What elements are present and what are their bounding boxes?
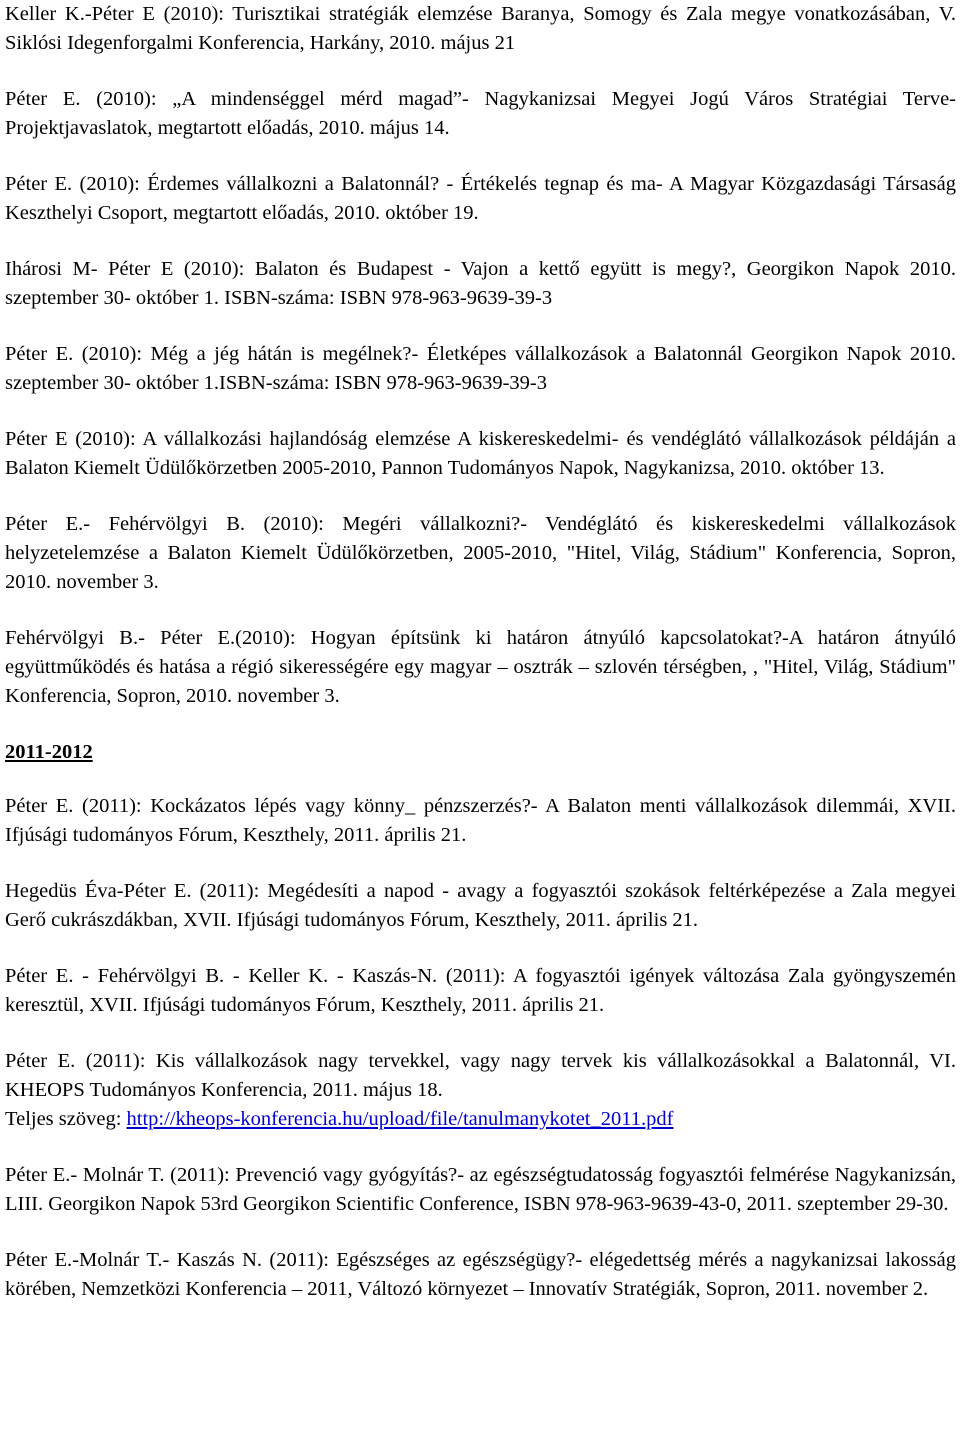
fulltext-line [5, 1105, 956, 1134]
fulltext-link[interactable]: http://kheops-konferencia.hu/upload/file/tanulmanykotet_2011.pdf [126, 1108, 674, 1130]
reference-entry: Keller K.-Péter E (2010): Turisztikai stratégiák elemzése Baranya, Somogy és Zala megye vonatkozásában, V. Siklósi Idegenforgalmi Konferencia, Harkány, 2010. május 21 [5, 3, 956, 54]
reference-entry: Péter E. (2011): Kockázatos lépés vagy könny_ pénzszerzés?- A Balaton menti vállalkozások dilemmái, XVII. Ifjúsági tudományos Fórum, Keszthely, 2011. április 21. [5, 795, 956, 846]
reference-entry-text: Péter E. (2011): Kis vállalkozások nagy tervekkel, vagy nagy tervek kis vállalkozásokkal a Balatonnál, VI. KHEOPS Tudományos Konferencia, 2011. május 18. [5, 1050, 956, 1101]
reference-entry: Péter E.-Molnár T.- Kaszás N. (2011): Egészséges az egészségügy?- elégedettség mérés a nagykanizsai lakosság körében, Nemzetközi Konferencia – 2011, Változó környezet – Innovatív Stratégiák, Sopron, 2011. november 2. [5, 1249, 956, 1300]
reference-entry-kheops [5, 1047, 956, 1134]
reference-entry: Péter E. - Fehérvölgyi B. - Keller K. - Kaszás-N. (2011): A fogyasztói igények változása Zala gyöngyszemén keresztül, XVII. Ifjúsági tudományos Fórum, Keszthely, 2011. április 21. [5, 965, 956, 1016]
reference-entry: Fehérvölgyi B.- Péter E.(2010): Hogyan építsünk ki határon átnyúló kapcsolatokat?-A határon átnyúló együttműködés és hatása a régió sikerességére egy magyar – osztrák – szlovén térségben, , "Hitel, Világ, Stádium" Konferencia, Sopron, 2010. november 3. [5, 627, 956, 707]
reference-entry: Hegedüs Éva-Péter E. (2011): Megédesíti a napod - avagy a fogyasztói szokások feltérképezése a Zala megyei Gerő cukrászdákban, XVII. Ifjúsági tudományos Fórum, Keszthely, 2011. április 21. [5, 880, 956, 931]
reference-entry: Péter E. (2010): Érdemes vállalkozni a Balatonnál? - Értékelés tegnap és ma- A Magyar Közgazdasági Társaság Keszthelyi Csoport, megtartott előadás, 2010. október 19. [5, 173, 956, 224]
reference-entry: Péter E. (2010): „A mindenséggel mérd magad”- Nagykanizsai Megyei Jogú Város Stratégiai Terve- Projektjavaslatok, megtartott előadás, 2010. május 14. [5, 88, 956, 139]
section-heading: 2011-2012 [5, 741, 93, 763]
reference-entry: Ihárosi M- Péter E (2010): Balaton és Budapest - Vajon a kettő együtt is megy?, Georgikon Napok 2010. szeptember 30- október 1. ISBN-száma: ISBN 978-963-9639-39-3 [5, 258, 956, 309]
document-page [5, 0, 956, 1331]
fulltext-label: Teljes szöveg: [5, 1108, 127, 1130]
reference-entry: Péter E. (2010): Még a jég hátán is megélnek?- Életképes vállalkozások a Balatonnál Georgikon Napok 2010. szeptember 30- október 1.ISBN-száma: ISBN 978-963-9639-39-3 [5, 343, 956, 394]
reference-entry: Péter E.- Fehérvölgyi B. (2010): Megéri vállalkozni?- Vendéglátó és kiskereskedelmi vállalkozások helyzetelemzése a Balaton Kiemelt Üdülőkörzetben, 2005-2010, "Hitel, Világ, Stádium" Konferencia, Sopron, 2010. november 3. [5, 513, 956, 593]
reference-entry: Péter E.- Molnár T. (2011): Prevenció vagy gyógyítás?- az egészségtudatosság fogyasztói felmérése Nagykanizsán, LIII. Georgikon Napok 53rd Georgikon Scientific Conference, ISBN 978-963-9639-43-0, 2011. szeptember 29-30. [5, 1164, 956, 1215]
reference-entry: Péter E (2010): A vállalkozási hajlandóság elemzése A kiskereskedelmi- és vendéglátó vállalkozások példáján a Balaton Kiemelt Üdülőkörzetben 2005-2010, Pannon Tudományos Napok, Nagykanizsa, 2010. október 13. [5, 428, 956, 479]
